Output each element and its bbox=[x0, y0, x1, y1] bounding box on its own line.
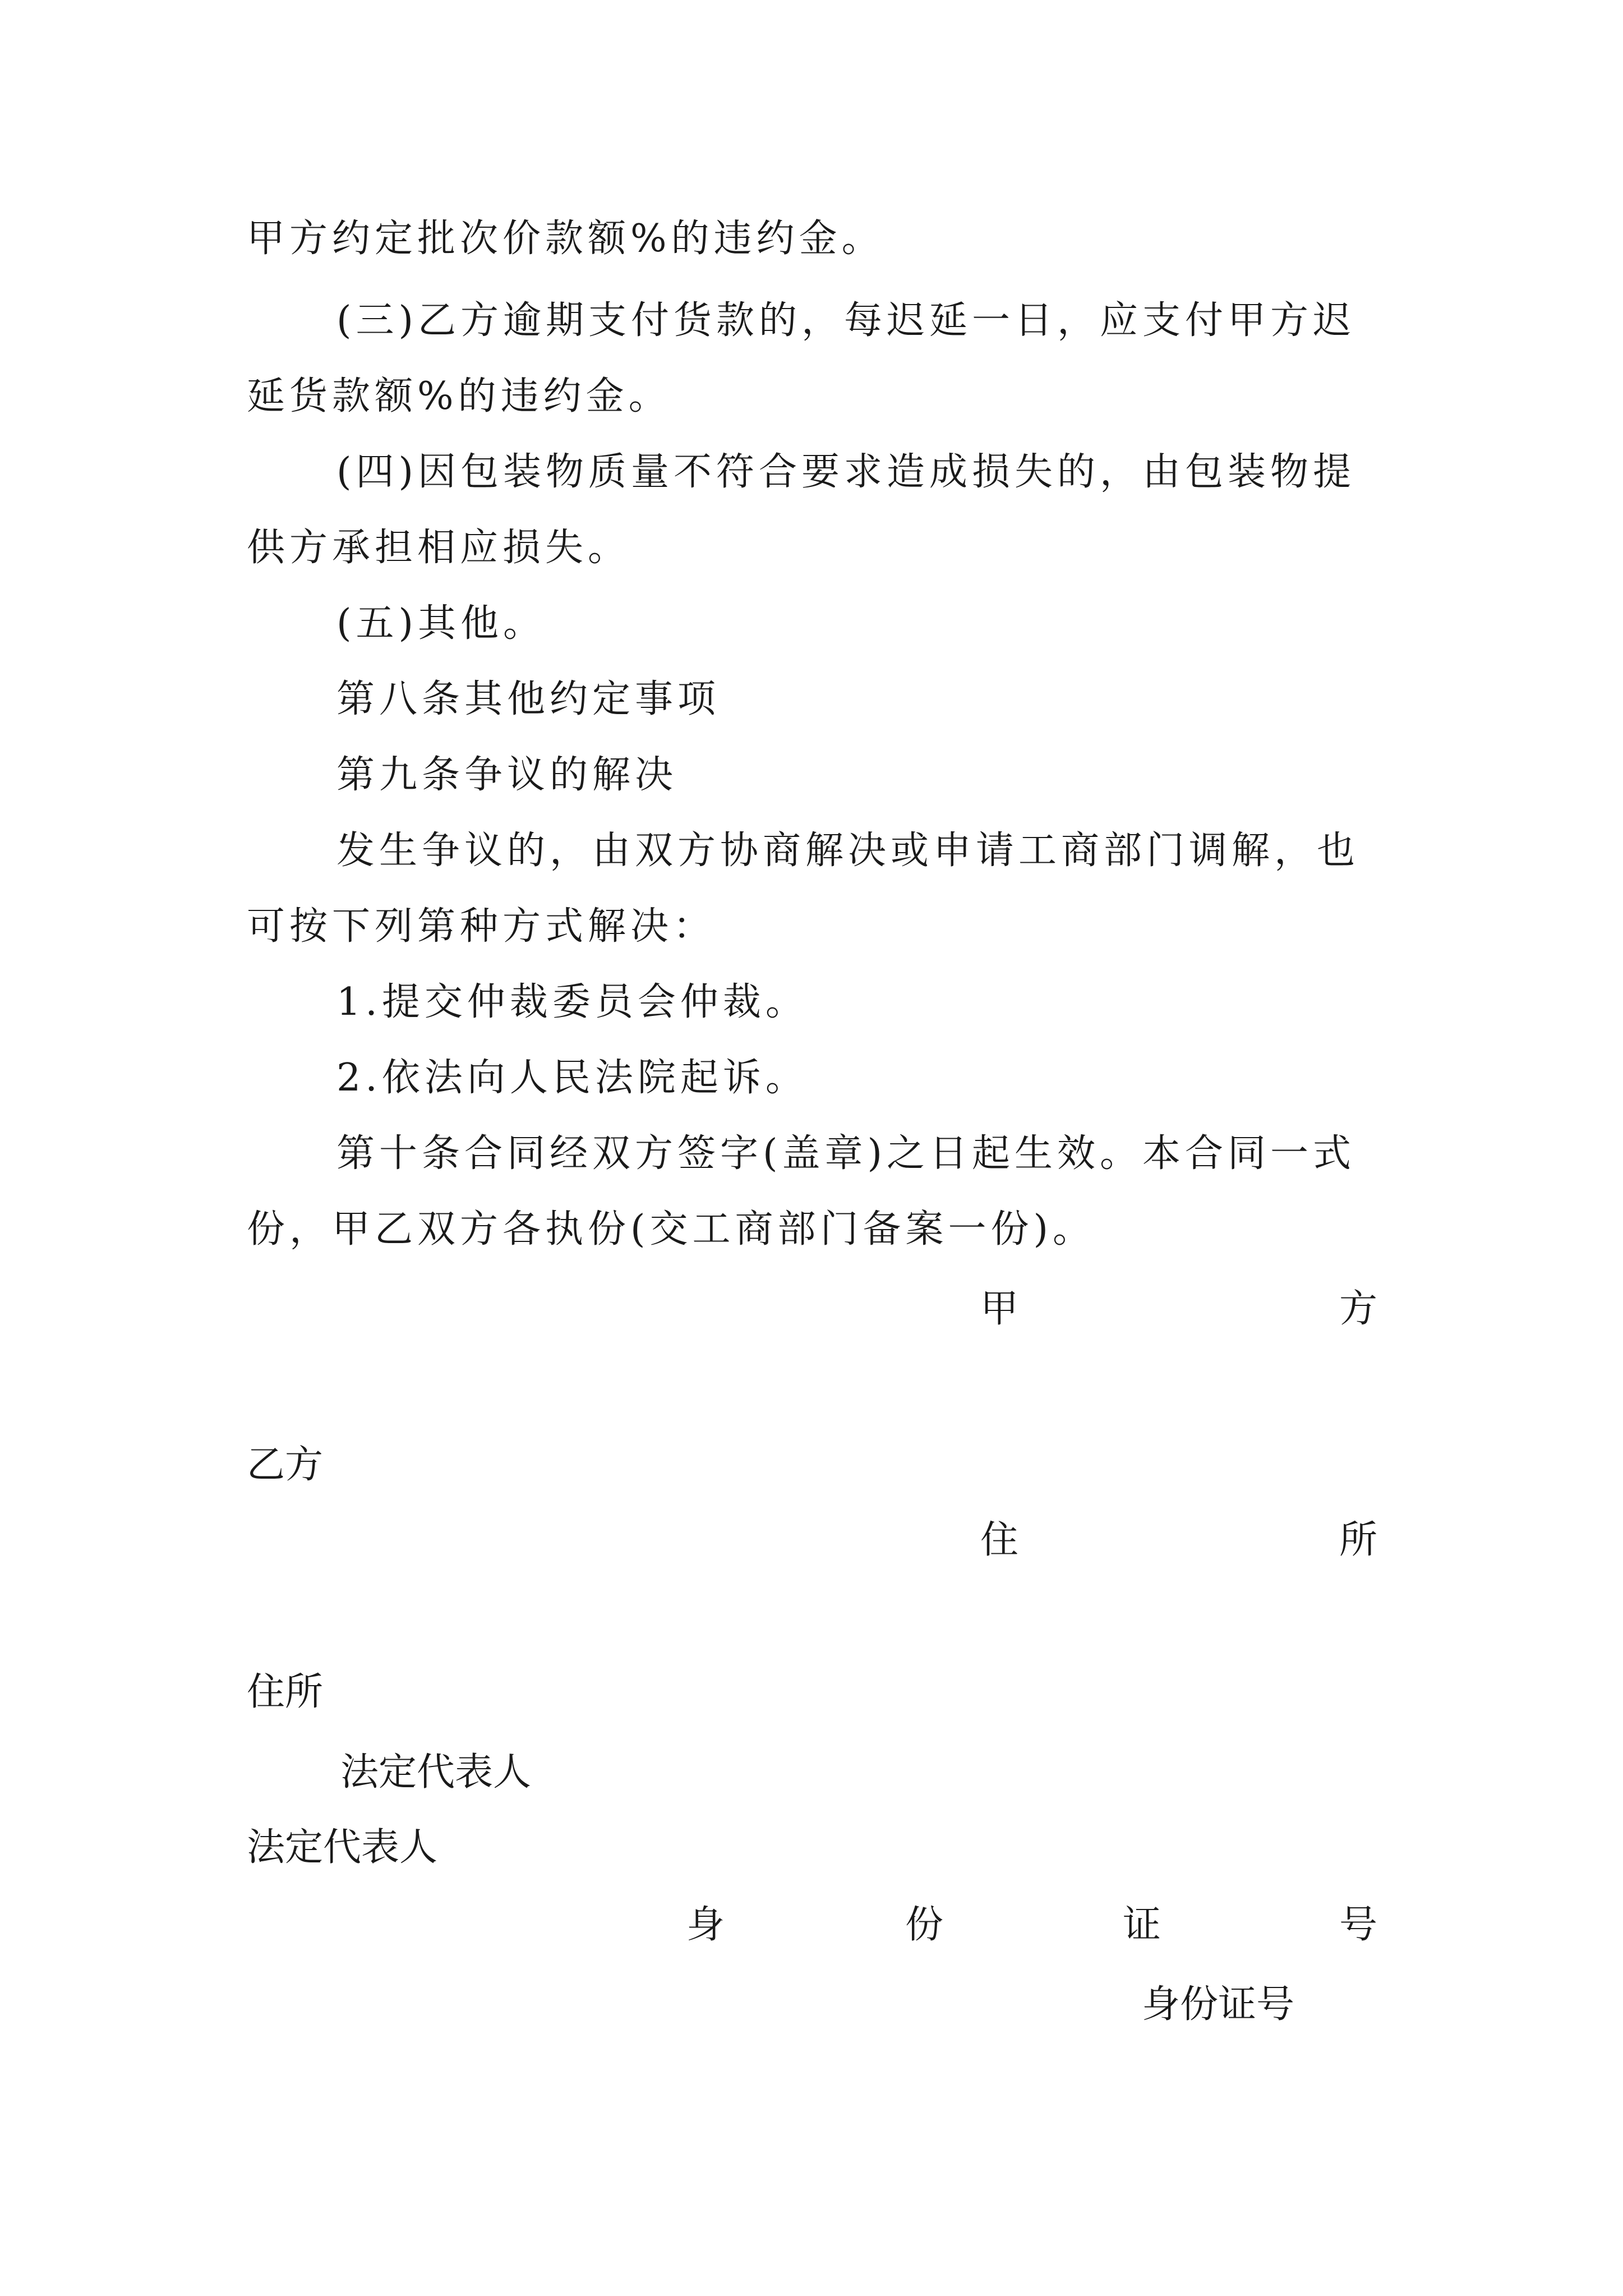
paragraph-line: 发生争议的，由双方协商解决或申请工商部门调解，也 bbox=[336, 829, 1360, 873]
paragraph-line: 甲方约定批次价款额%的违约金。 bbox=[247, 217, 884, 261]
party-b-label: 乙方 bbox=[247, 1443, 324, 1487]
paragraph-line: (五)其他。 bbox=[336, 601, 546, 646]
paragraph-line: 延货款额%的违约金。 bbox=[247, 374, 671, 418]
id-number-b-label: 身份证号 bbox=[1142, 1982, 1295, 2027]
section-heading: 第九条争议的解决 bbox=[336, 753, 678, 797]
paragraph-line: 份，甲乙双方各执份(交工商部门备案一份)。 bbox=[247, 1207, 1096, 1251]
address-a-label-char: 住 bbox=[980, 1518, 1019, 1562]
list-item: 1.提交仲裁委员会仲裁。 bbox=[336, 980, 808, 1024]
legal-rep-a-label: 法定代表人 bbox=[340, 1750, 532, 1795]
paragraph-line: 供方承担相应损失。 bbox=[247, 526, 631, 570]
party-a-label-char: 方 bbox=[1339, 1287, 1378, 1331]
legal-rep-b-label: 法定代表人 bbox=[247, 1825, 438, 1870]
paragraph-line: 可按下列第种方式解决： bbox=[247, 904, 716, 949]
list-item: 2.依法向人民法院起诉。 bbox=[336, 1056, 808, 1100]
paragraph-line: 第十条合同经双方签字(盖章)之日起生效。本合同一式 bbox=[336, 1131, 1356, 1176]
section-heading: 第八条其他约定事项 bbox=[336, 677, 721, 721]
id-number-label-char: 号 bbox=[1339, 1903, 1378, 1947]
id-number-label-char: 身 bbox=[686, 1903, 725, 1947]
address-a-label-char: 所 bbox=[1339, 1518, 1378, 1562]
paragraph-line: (四)因包装物质量不符合要求造成损失的，由包装物提 bbox=[336, 450, 1356, 494]
paragraph-line: (三)乙方逾期支付货款的，每迟延一日，应支付甲方迟 bbox=[336, 298, 1356, 343]
address-b-label: 住所 bbox=[247, 1670, 324, 1714]
id-number-label-char: 证 bbox=[1123, 1903, 1161, 1947]
party-a-label-char: 甲 bbox=[980, 1287, 1019, 1331]
id-number-label-char: 份 bbox=[905, 1903, 944, 1947]
